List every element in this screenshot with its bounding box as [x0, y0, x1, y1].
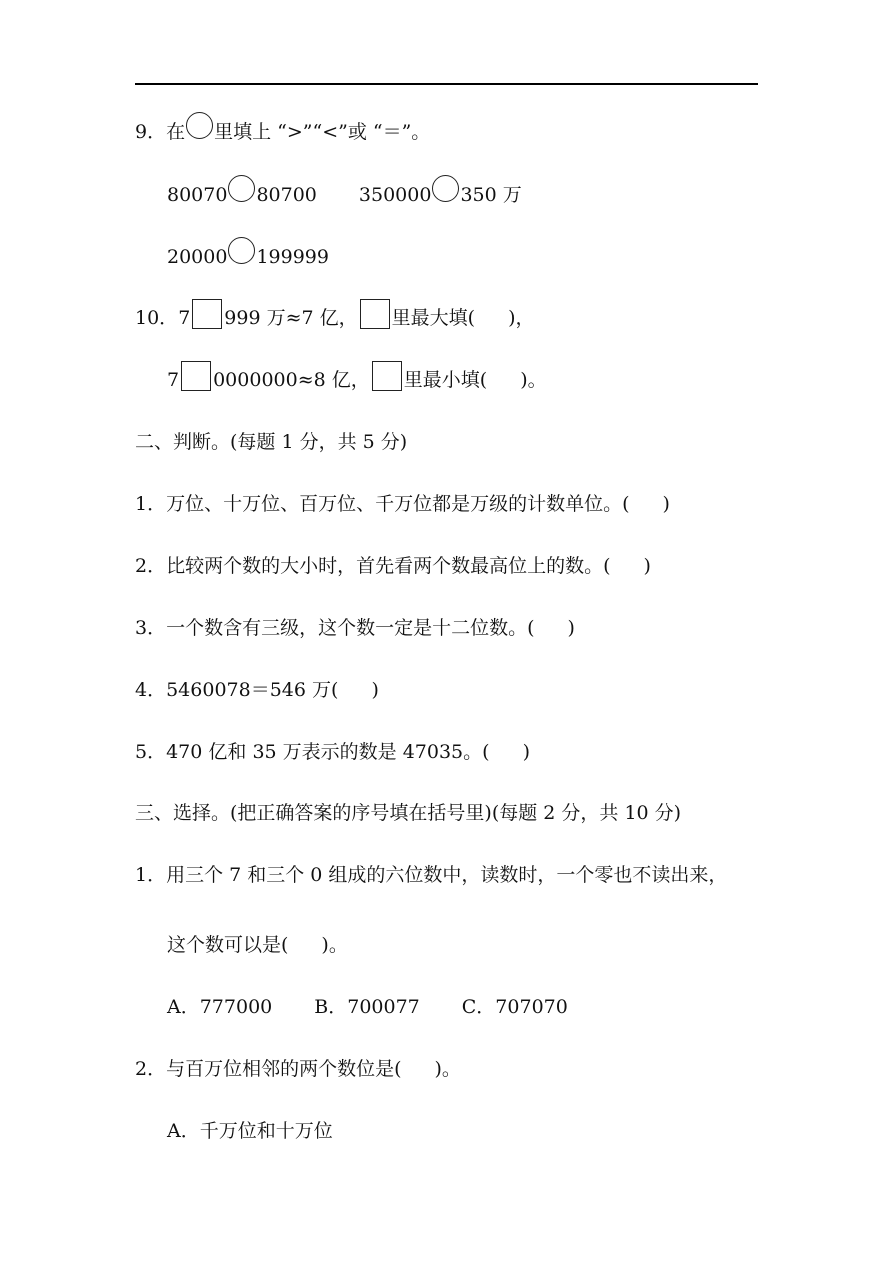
item-number: 3． — [135, 617, 167, 639]
digit-box[interactable] — [192, 299, 222, 329]
item-number: 2． — [135, 555, 167, 577]
item-text: 470 亿和 35 万表示的数是 47035。( — [166, 741, 490, 763]
item-text: 万位、十万位、百万位、千万位都是万级的计数单位。( — [166, 493, 630, 515]
section2-heading: 二、判断。(每题 1 分，共 5 分) — [135, 431, 408, 453]
q10-l2-d: )。 — [520, 369, 547, 391]
judge-item-4 — [135, 678, 379, 702]
q9-row1-a-left: 80070 — [167, 183, 228, 206]
option-b[interactable]: B．700077 — [314, 996, 420, 1018]
digit-box[interactable] — [181, 361, 211, 391]
q9-row2-left: 20000 — [167, 245, 228, 268]
box-symbol-icon — [360, 299, 390, 329]
q9-row1 — [167, 181, 522, 208]
q9-row1-a-right: 80700 — [256, 183, 317, 206]
q10-l1-b: 999 万≈7 亿， — [224, 307, 358, 329]
choice-q1-line2 — [167, 933, 348, 957]
choice-q2-option-a[interactable]: A．千万位和十万位 — [167, 1120, 333, 1142]
item-number: 4． — [135, 679, 167, 701]
top-rule — [135, 83, 758, 85]
judge-item-1 — [135, 492, 670, 516]
q10-l1-d: )， — [508, 307, 535, 329]
item-text: 5460078＝546 万( — [166, 679, 339, 701]
q9-title — [135, 118, 430, 145]
q9-row1-b-left: 350000 — [358, 183, 432, 206]
option-c[interactable]: C．707070 — [461, 996, 568, 1018]
q10-l1-a: 7 — [178, 307, 191, 329]
section3-heading: 三、选择。(把正确答案的序号填在括号里)(每题 2 分，共 10 分) — [135, 802, 682, 824]
q10-l2-a: 7 — [167, 369, 180, 391]
q9-pre: 在 — [166, 120, 186, 143]
judge-item-2 — [135, 554, 651, 578]
judge-item-3 — [135, 616, 575, 640]
item-text: 一个数含有三级，这个数一定是十二位数。( — [166, 617, 535, 639]
q10-line1 — [135, 303, 534, 333]
item-end: )。 — [321, 934, 348, 956]
judge-item-5 — [135, 740, 530, 764]
item-text: 比较两个数的大小时，首先看两个数最高位上的数。( — [166, 555, 611, 577]
option-a[interactable]: A．777000 — [167, 996, 273, 1018]
q9-row2-right: 199999 — [256, 245, 329, 268]
item-end: )。 — [434, 1058, 461, 1080]
compare-circle[interactable] — [228, 237, 255, 264]
q9-post: 里填上 “>”“<”或 “＝”。 — [214, 120, 431, 143]
choice-q1-options — [167, 995, 568, 1019]
item-number: 1． — [135, 493, 167, 515]
compare-circle[interactable] — [432, 175, 459, 202]
q9-circle-blank — [186, 112, 213, 139]
q10-l2-c: 里最小填( — [403, 369, 488, 391]
q9-number: 9． — [135, 120, 167, 143]
q10-line2 — [167, 365, 547, 395]
item-number: 2． — [135, 1058, 167, 1080]
item-end: ) — [643, 555, 651, 577]
choice-q2 — [135, 1057, 461, 1081]
choice-q1-line1 — [135, 863, 727, 887]
box-symbol-icon — [372, 361, 402, 391]
item-text: 用三个 7 和三个 0 组成的六位数中，读数时，一个零也不读出来， — [166, 864, 728, 886]
q9-row1-b-right: 350 万 — [460, 183, 522, 206]
q10-number: 10． — [135, 307, 179, 329]
item-end: ) — [371, 679, 379, 701]
q10-l1-c: 里最大填( — [391, 307, 476, 329]
q9-row2 — [167, 243, 329, 270]
q10-l2-b: 0000000≈8 亿， — [213, 369, 370, 391]
item-text: 与百万位相邻的两个数位是( — [166, 1058, 402, 1080]
item-number: 1． — [135, 864, 167, 886]
item-end: ) — [522, 741, 530, 763]
item-text: 这个数可以是( — [167, 934, 289, 956]
item-end: ) — [662, 493, 670, 515]
item-number: 5． — [135, 741, 167, 763]
compare-circle[interactable] — [228, 175, 255, 202]
item-end: ) — [567, 617, 575, 639]
